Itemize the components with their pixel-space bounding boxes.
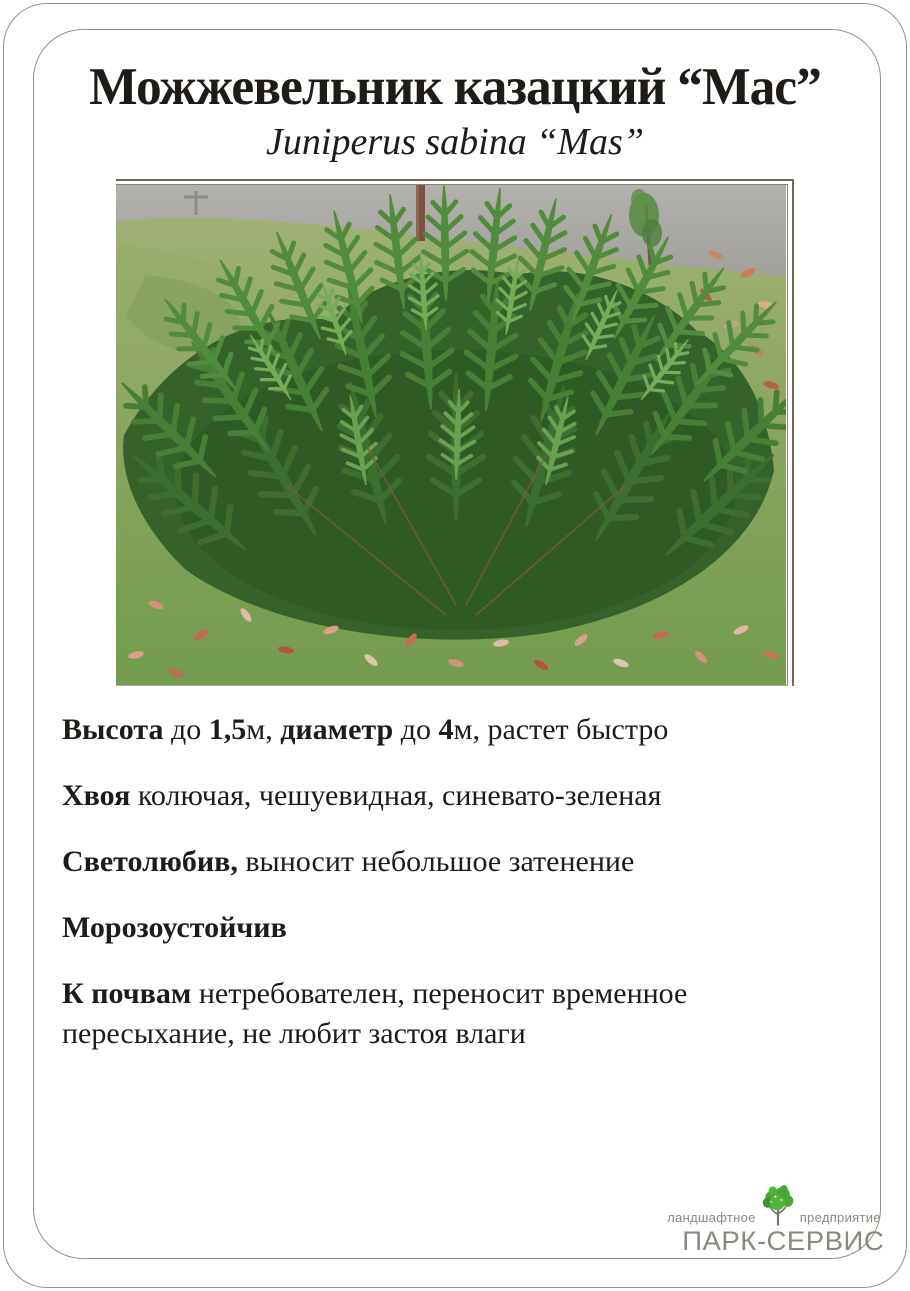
spec-light: Светолюбив, выносит небольшое затенение	[62, 845, 635, 879]
spec-needles: Хвоя колючая, чешуевидная, синевато-зеленая	[62, 779, 662, 813]
tree-icon	[761, 1184, 795, 1228]
spec-soil: К почвам нетребователен, переносит временное пересыхание, не любит застоя влаги	[62, 976, 688, 1051]
spec-frost: Морозоустойчив	[62, 910, 287, 944]
logo-company-name: ПАРК-СЕРВИС	[682, 1225, 885, 1256]
plant-title-latin: Juniperus sabina “Mas”	[266, 120, 644, 163]
logo-word-left: ландшафтное	[667, 1209, 756, 1225]
photo-inner-frame	[116, 184, 788, 686]
spec-height: Высота до 1,5м, диаметр до 4м, растет быстро	[62, 713, 669, 747]
spec-list	[62, 710, 850, 1055]
juniper-photo	[116, 185, 786, 685]
photo-frame	[116, 179, 794, 686]
plant-title-russian: Можжевельник казацкий “Мас”	[89, 58, 821, 116]
logo-word-right: предприятие	[799, 1209, 881, 1225]
logo-top-row	[667, 1184, 881, 1227]
plant-photo-block	[116, 179, 794, 686]
park-service-logo	[667, 1184, 885, 1256]
